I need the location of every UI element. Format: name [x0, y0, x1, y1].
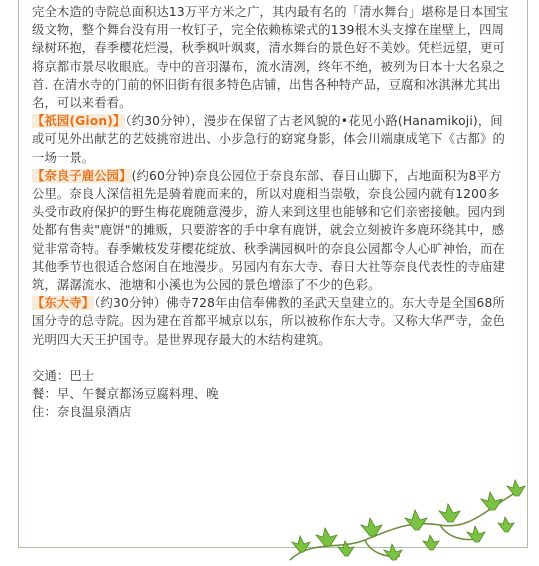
kiyomizu-text: 完全木造的寺院总面积达13万平方米之广，其内最有名的「清水舞台」堪称是日本国宝级文物，整个舞台没有用一枚钉子，完全依赖栋梁式的139根木头支撑在崖壁上，四周绿树环抱，春季樱花烂漫，秋季枫叶飒爽，清水舞台的景色好不美妙。凭栏远望，更可将京都市景尽收眼底。寺中的音羽瀑布，流水清冽，终年不绝，被列为日本十大名泉之首. 在清水寺的门前的怀旧街有很多特色店铺，出售各种特产品，豆腐和冰淇淋尤其出名，可以来看看。 — [32, 5, 509, 111]
vine-leaves — [292, 480, 525, 560]
todaiji-paragraph — [32, 294, 510, 349]
todaiji-text: （约30分钟）佛寺728年由信奉佛教的圣武天皇建立的。东大寺是全国68所国分寺的总寺院。因为建在首都平城京以东，所以被称作东大寺。又称大华严寺，金色光明四大天王护国寺。是世界现存最大的木结构建筑。 — [32, 296, 505, 347]
transport-info: 交通：巴士 — [32, 368, 95, 383]
todaiji-title: 【东大寺】 — [32, 296, 95, 311]
spacer — [32, 349, 510, 367]
kiyomizu-paragraph — [32, 3, 510, 112]
nara-park-title: 【奈良子鹿公园】 — [32, 168, 132, 183]
nara-park-paragraph — [32, 167, 510, 294]
meals-info: 餐：早、午餐京都汤豆腐料理、晚 — [32, 387, 219, 402]
nara-park-text: (约60分钟)奈良公园位于奈良东部、春日山脚下，占地面积为8平方公里。奈良人深信祖先是骑着鹿而来的，所以对鹿相当崇敬，奈良公园内就有1200多头受市政府保护的野生梅花鹿随意漫步，游人来到这里也能够和它们亲密接触。园内到处都有售卖"鹿饼"的摊贩，只要游客的手中拿有鹿饼，就会立刻被许多鹿环绕其中，感觉非常奇特。春季嫩枝发芽樱花绽放、秋季满园枫叶的奈良公园都令人心旷神怡，而在其他季节也很适合悠闲自在地漫步。另园内有东大寺、春日大社等奈良代表性的寺庙建筑，潺潺流水、池塘和小溪也为公园的景色增添了不少的色彩。 — [32, 168, 505, 293]
itinerary-content — [32, 3, 510, 421]
gion-text: （约30分钟），漫步在保留了古老风貌的•花见小路(Hanamikoji)，间或可见外出献艺的艺妓挑帘进出、小步急行的窈窕身影，体会川端康成笔下《古都》的一场一景。 — [32, 114, 505, 165]
hotel-info: 住：奈良温泉酒店 — [32, 405, 132, 420]
ivy-vine-decoration — [270, 470, 530, 566]
gion-title: 【祇园(Gion)】 — [32, 114, 126, 129]
gion-paragraph — [32, 112, 510, 167]
